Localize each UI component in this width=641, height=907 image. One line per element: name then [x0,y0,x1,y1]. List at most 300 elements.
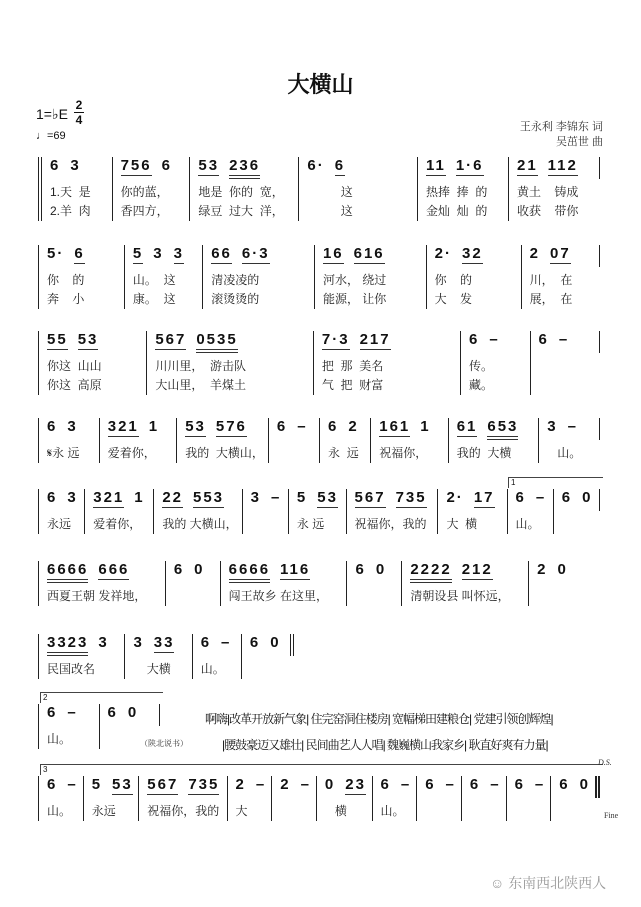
note-group: 2 [529,245,541,262]
notes [426,157,504,179]
notes [108,418,172,440]
lyric-verse-2: 大山里， 羊煤土 [155,378,246,392]
measure [416,776,461,821]
note-group: 22 [162,489,183,506]
note-group: 567 [147,776,179,793]
notes [517,157,595,179]
score-system [38,331,600,395]
note-group: 66 [211,245,232,262]
notes [133,634,187,656]
note-group: – [271,489,282,506]
lyric-verse-1: 我的 大横山， [185,446,264,460]
measure [448,418,539,463]
notes [547,418,595,440]
notes [236,776,268,798]
lyric-verse-2: 藏。 [469,378,494,392]
note-group: 6 [47,776,58,793]
note-group: 6 [355,561,366,578]
note-group: – [255,776,267,793]
lyric-verse-1: 祝福你，我的 [354,517,427,531]
note-group: 7·3 [321,331,350,348]
lyric-verse-1: 地是 你的 宽， [198,185,284,199]
notes [198,157,294,179]
measure [176,418,268,463]
notes [469,331,525,353]
measure [553,489,599,534]
dal-segno: D.S. [598,758,612,767]
note-group: 6 [538,331,549,348]
notes [325,776,368,798]
notes [47,331,142,353]
measure [508,157,599,221]
measure [271,776,316,821]
notes [322,331,456,353]
note-group: 6 [514,776,525,793]
notes [470,776,502,798]
lyric-verse-1: 传。 [469,359,494,373]
lyric-verse-2: 展， 在 [529,292,573,306]
note-group: 1 [148,418,160,435]
time-bottom: 4 [75,113,83,127]
note-group: 53 [77,331,99,348]
measure [38,157,112,221]
note-group: 07 [550,245,571,262]
shaanbei-shuoshu-note: （陕北说书） [140,739,188,748]
note-group: 3 [98,634,109,651]
notes [277,418,315,440]
tempo-marking: ♩=69 [36,130,66,142]
notes [250,634,286,656]
note-group: 0 [324,776,336,793]
note-group: 321 [107,418,139,435]
note-group: 567 [354,489,386,506]
note-group: 33 [153,634,175,651]
note-group: 2 [280,776,291,793]
note-group: 0 [194,561,205,578]
measure [84,489,153,534]
note-group: 616 [353,245,385,262]
lyric-verse-1: 清朝设县 叫怀远， [410,589,510,603]
composer: 吴茁世 曲 [555,136,603,148]
note-group: 1 [420,418,431,435]
lyric-verse-1: 永 远 [328,446,359,460]
lyric-verse-1 [562,515,595,534]
measure [124,245,202,309]
note-group: 6 [334,157,346,174]
notes [457,418,535,440]
barline [599,245,600,267]
lyric-verse-1: 你的蓝， [120,185,169,199]
notes [201,634,237,656]
notes [516,489,549,511]
measure [241,634,290,679]
lyric-verse-1: 爱着你， [93,517,142,531]
measure [38,776,83,821]
notes [93,489,149,511]
lyric-verse-1: 大 横 [446,517,478,531]
measure [460,331,529,395]
notes [539,331,595,353]
note-group: 653 [487,418,518,440]
note-group: – [300,776,311,793]
notes [47,561,161,583]
notes [47,489,80,511]
lyric-verse-2 [539,376,595,395]
note-group: 6 [47,489,58,506]
note-group: 32 [462,245,483,262]
measure [530,331,599,395]
note-group: 6 [47,418,58,435]
notes [162,489,237,511]
measure [268,418,319,463]
notes [537,561,579,583]
measure [401,561,528,606]
measure [528,561,583,606]
measure [314,245,426,309]
lyric-verse-1: 西夏王朝 发祥地， [47,589,147,603]
measure [38,561,165,606]
note-group: 3 [250,489,261,506]
measure [417,157,508,221]
notes [108,704,156,726]
notes [515,776,547,798]
lyric-verse-1 [277,444,315,463]
lyric-verse-1 [355,587,397,606]
credits [520,120,603,150]
note-group: 53 [185,418,206,435]
measure [112,157,190,221]
lyric-verse-2: 康。 这 [132,292,176,306]
lyric-verse-1: 山。 这 [132,273,176,287]
lyric-verse-1: 山。 [380,804,405,818]
lyric-verse-2: 2.羊 肉 [50,204,91,218]
note-group: 61 [456,418,478,435]
measure [38,634,124,679]
notes [50,157,108,179]
measure [192,634,241,679]
lyric-verse-2: 奔 小 [47,292,85,306]
note-group: 3 [67,418,78,435]
note-group: 666 [98,561,130,578]
measure [146,331,313,395]
note-group: – [221,634,232,651]
note-group: 0535 [196,331,237,353]
note-group: 3 [70,157,81,174]
note-group: 212 [461,561,493,578]
note-group: 576 [215,418,247,435]
lyric-verse-1: 我的 大横山， [162,517,238,531]
lyric-verse-1: 你 的 [434,273,472,287]
lyric-verse-2: 大 发 [434,292,472,306]
final-barline [595,776,600,798]
measure [346,561,401,606]
barline [159,704,160,726]
note-group: 53 [198,157,220,174]
note-group: 735 [188,776,220,793]
lyric-verse-1 [539,357,595,376]
measure [319,418,370,463]
notes [251,489,284,511]
lyric-verse-2: 香四方， [120,204,169,218]
notes [280,776,312,798]
lyric-verse-1: 清凌凌的 [211,273,260,287]
lyric-verse-1: 民国改名 [47,662,96,676]
volta-number: 3 [43,765,48,774]
volta-1 [508,477,603,488]
notes [446,489,502,511]
note-group: 2222 [410,561,451,583]
note-group: 3323 [47,634,88,656]
notes [47,418,95,440]
note-group: 2 [348,418,359,435]
notes [92,776,135,798]
notes [425,776,457,798]
lyric-verse-2: 金灿 灿 的 [425,204,488,218]
notes [355,561,397,583]
measure [313,331,460,395]
lyric-verse-1: 山。 [547,446,582,460]
watermark [490,873,606,893]
notes [211,245,310,267]
note-group: 112 [547,157,578,174]
key-signature: 1=♭E [36,106,68,122]
note-group: 6 [74,245,85,262]
lyric-verse-1: 永远 [91,804,116,818]
notes [185,418,264,440]
measure [242,489,288,534]
note-group: – [400,776,412,793]
notes [121,157,186,179]
lyric-verse-1 [425,802,457,821]
score-system [38,245,600,309]
fine-marking: Fine [604,811,619,820]
barline [599,418,600,440]
notes [530,245,595,267]
note-group: 321 [93,489,125,506]
note-group: 6666 [47,561,88,583]
note-group: 53 [317,489,338,506]
volta-3 [40,764,603,775]
lyric-verse-1: 祝福你， [379,446,428,460]
notes [323,245,422,267]
lyric-verse-1: 大横 [133,662,171,676]
note-group: 3 [173,245,184,262]
note-group: 6·3 [241,245,270,262]
notes [562,489,595,511]
lyric-verse-1: 𝄋永 远 [47,446,80,460]
lyric-verse-1: 祝福你，我的 [147,804,220,818]
lyric-verse-1 [251,515,284,534]
lyric-verse-1: 热捧 捧 的 [425,185,488,199]
lyric-verse-1 [559,802,591,821]
lyric-verse-1 [174,587,216,606]
measure [298,157,417,221]
lyric-verse-2: 绿豆 过大 洋， [198,204,284,218]
lyric-verse-1: 川川里， 游击队 [155,359,246,373]
lyric-verse-1 [515,802,547,821]
note-group: 6 [50,157,61,174]
notes [435,245,517,267]
note-group: 3 [67,489,78,506]
lyric-verse-1: 永 远 [296,517,325,531]
note-group: 6 [515,489,526,506]
note-group: 6 [173,561,185,578]
note-group: 6 [469,331,480,348]
notes [229,561,343,583]
notes [174,561,216,583]
note-group: 6· [307,157,325,174]
lyric-verse-1: 爱着你， [107,446,156,460]
notes [410,561,524,583]
notes [47,245,120,267]
volta-number: 1 [511,478,516,487]
barline [599,331,600,353]
volta-number: 2 [43,693,48,702]
narration-line-1: 啊嗨|改革开放新气象| 住完窑洞住楼房| 宽幅梯田建粮仓| 党建引领创辉煌| [205,712,553,726]
note-group: 0 [582,489,593,506]
narration-line-2: |腰鼓豪迈又雄壮| 民间曲艺人人唱| 魏巍横山我家乡| 耿直好爽有力量| [222,738,548,752]
measure [507,489,553,534]
measure [165,561,220,606]
note-group: 6 [47,704,58,721]
score-system [38,776,600,821]
note-group: 3 [133,634,144,651]
note-group: – [489,331,500,348]
lyric-verse-1: 山。 [47,804,72,818]
note-group: 6 [469,776,481,793]
note-group: 3 [153,245,164,262]
note-group: 6 [559,776,570,793]
lyric-verse-1: 山。 [47,732,72,746]
lyric-verse-1: 山。 [515,517,540,531]
note-group: – [67,704,78,721]
note-group: 236 [229,157,260,179]
note-group: 567 [155,331,187,348]
notes [47,776,79,798]
lyric-verse-1: 黄土 铸成 [516,185,579,199]
note-group: 6 [328,418,339,435]
note-group: – [534,776,546,793]
note-group: 6 [561,489,573,506]
lyric-verse-2: 这 [307,204,353,218]
score-system [38,418,600,463]
measure [506,776,551,821]
measure [38,245,124,309]
lyric-verse-2: 收获 带你 [516,204,579,218]
note-group: 217 [359,331,391,348]
measure [426,245,521,309]
note-group: 5 [132,245,144,262]
note-group: 6 [276,418,288,435]
lyric-verse-1 [537,587,579,606]
note-group: – [490,776,501,793]
note-group: 0 [375,561,387,578]
note-group: – [535,489,547,506]
lyric-verse-1 [470,802,502,821]
note-group: 2 [537,561,548,578]
measure [38,704,99,749]
measure [346,489,438,534]
note-group: 116 [280,561,311,578]
measure [370,418,447,463]
lyric-verse-2: 能源， 让你 [322,292,387,306]
notes [297,489,342,511]
lyric-verse-1: 川， 在 [529,273,573,287]
barline [599,489,600,511]
lyric-verse-1: 把 那 美名 [321,359,384,373]
note-group: 2· [446,489,464,506]
song-title: 大横山 [287,72,354,97]
score-system [38,634,294,679]
measure [38,489,84,534]
note-group: – [445,776,456,793]
notes [379,418,443,440]
lyric-verse-1: 闯王故乡 在这里， [228,589,329,603]
notes [133,245,198,267]
measure [138,776,226,821]
measure [83,776,139,821]
note-group: 2 [235,776,246,793]
notes [47,634,120,656]
notes [355,489,434,511]
score-system [38,561,583,606]
measure [437,489,506,534]
note-group: 3 [547,418,558,435]
note-group: 1 [134,489,145,506]
measure [288,489,346,534]
measure [220,561,347,606]
lyric-verse-1: 大 [235,804,248,818]
measure [38,331,146,395]
lyric-verse-1: 1.天 是 [50,185,91,199]
measure [124,634,191,679]
measure [550,776,595,821]
measure [189,157,298,221]
note-group: 161 [379,418,411,435]
note-group: 5 [296,489,308,506]
note-group: – [67,776,78,793]
note-group: 0 [270,634,281,651]
note-group: 55 [47,331,68,348]
measure [202,245,314,309]
note-group: 553 [193,489,225,506]
measure [372,776,417,821]
lyric-verse-1 [280,802,312,821]
measure [227,776,272,821]
note-group: 1·6 [455,157,484,174]
notes [147,776,222,798]
repeat-end-barline [290,634,294,656]
measure [461,776,506,821]
note-group: 6 [380,776,391,793]
notes [381,776,413,798]
note-group: 0 [557,561,568,578]
note-group: – [567,418,578,435]
note-group: 11 [425,157,446,174]
note-group: 6 [200,634,212,651]
notes [328,418,366,440]
note-group: 756 [120,157,152,174]
lyric-verse-1: 我的 大横 [456,446,512,460]
lyric-verse-1: 你这 山山 [47,359,102,373]
measure [38,418,99,463]
measure [99,418,176,463]
note-group: 5 [91,776,103,793]
measure [521,245,599,309]
lyric-verse-1: 横 [324,804,347,818]
note-group: 6 [425,776,436,793]
note-group: 5· [47,245,65,262]
